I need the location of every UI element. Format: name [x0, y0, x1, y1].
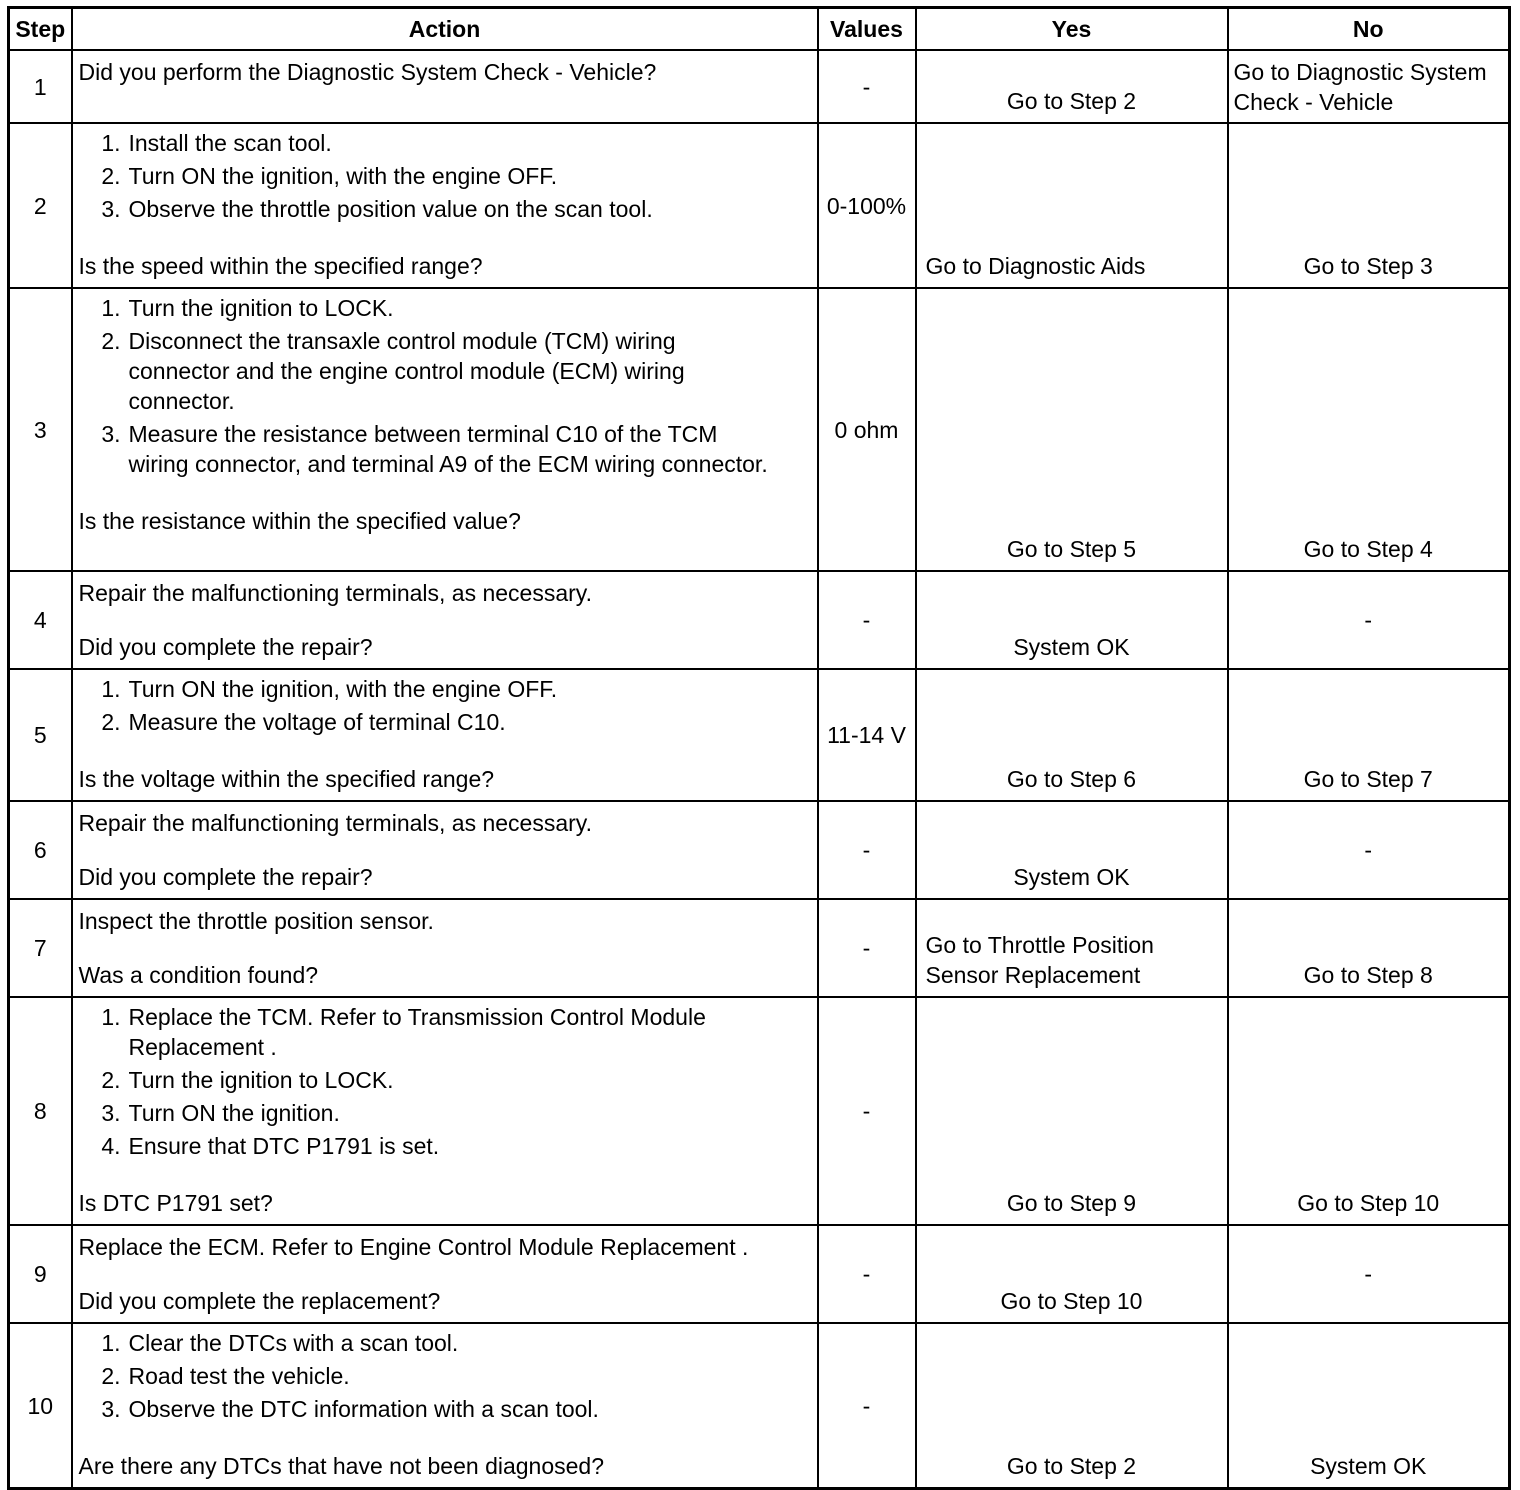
list-item: 3. Measure the resistance between terminal C10 of the TCM wiring connector, and terminal A9 of the ECM wiring connector.	[101, 421, 768, 477]
header-step: Step	[9, 8, 72, 51]
no-text: Go to Step 3	[1303, 253, 1433, 279]
yes-cell	[916, 1323, 1228, 1489]
table-row	[9, 50, 1510, 123]
yes-cell	[916, 1225, 1228, 1323]
values-cell: -	[818, 997, 916, 1225]
table-row	[9, 123, 1510, 288]
yes-text: Go to Step 2	[1006, 88, 1137, 114]
list-item: 1. Clear the DTCs with a scan tool.	[101, 1330, 459, 1356]
action-question: Is DTC P1791 set?	[78, 1190, 273, 1216]
step-number: 8	[9, 997, 72, 1225]
list-item: 2. Road test the vehicle.	[101, 1363, 350, 1389]
action-cell	[72, 288, 818, 571]
action-steps	[73, 293, 817, 479]
values-cell: -	[818, 1323, 916, 1489]
action-question: Did you complete the repair?	[78, 634, 373, 660]
action-cell	[72, 1225, 818, 1323]
yes-text: System OK	[1013, 634, 1130, 660]
action-text: Repair the malfunctioning terminals, as necessary.	[78, 580, 592, 606]
list-item: 4. Ensure that DTC P1791 is set.	[101, 1133, 440, 1159]
no-cell	[1228, 571, 1510, 669]
header-values: Values	[818, 8, 916, 51]
no-text: Go to Diagnostic System Check - Vehicle	[1233, 59, 1487, 115]
action-question: Is the voltage within the specified range?	[78, 766, 495, 792]
step-number: 5	[9, 669, 72, 801]
values-cell: 11-14 V	[818, 669, 916, 801]
step-number: 1	[9, 50, 72, 123]
no-text: Go to Step 10	[1297, 1190, 1440, 1216]
step-number: 4	[9, 571, 72, 669]
table-row	[9, 669, 1510, 801]
yes-text: Go to Step 5	[1006, 536, 1137, 562]
yes-cell	[916, 50, 1228, 123]
no-cell	[1228, 1225, 1510, 1323]
action-question: Is the speed within the specified range?	[78, 253, 483, 279]
yes-cell	[916, 899, 1228, 997]
action-question: Are there any DTCs that have not been diagnosed?	[78, 1453, 605, 1479]
yes-cell	[916, 288, 1228, 571]
list-item: 1. Turn ON the ignition, with the engine OFF.	[101, 676, 558, 702]
yes-cell	[916, 997, 1228, 1225]
action-question: Did you complete the repair?	[78, 864, 373, 890]
no-text: -	[1364, 1261, 1373, 1287]
step-number: 3	[9, 288, 72, 571]
no-text: -	[1364, 607, 1373, 633]
no-text: Go to Step 7	[1303, 766, 1433, 792]
yes-text: Go to Step 2	[1006, 1453, 1137, 1479]
values-cell: -	[818, 899, 916, 997]
action-cell	[72, 669, 818, 801]
action-text: Replace the ECM. Refer to Engine Control Module Replacement .	[78, 1234, 749, 1260]
action-cell	[72, 123, 818, 288]
list-item: 3. Observe the throttle position value on the scan tool.	[101, 196, 653, 222]
action-text: Inspect the throttle position sensor.	[78, 908, 434, 934]
no-cell	[1228, 50, 1510, 123]
no-cell	[1228, 288, 1510, 571]
no-text: -	[1364, 837, 1373, 863]
action-steps	[73, 128, 817, 224]
list-item: 3. Turn ON the ignition.	[101, 1100, 340, 1126]
action-cell	[72, 50, 818, 123]
no-cell	[1228, 669, 1510, 801]
yes-cell	[916, 801, 1228, 899]
action-cell	[72, 997, 818, 1225]
yes-text: Go to Step 9	[1006, 1190, 1137, 1216]
table-row	[9, 571, 1510, 669]
header-row	[9, 8, 1510, 51]
no-text: Go to Step 4	[1303, 536, 1433, 562]
list-item: 2. Measure the voltage of terminal C10.	[101, 709, 506, 735]
values-cell: -	[818, 1225, 916, 1323]
yes-cell	[916, 571, 1228, 669]
values-cell: -	[818, 50, 916, 123]
no-text: Go to Step 8	[1303, 962, 1433, 988]
header-yes: Yes	[916, 8, 1228, 51]
action-text: Repair the malfunctioning terminals, as necessary.	[78, 810, 592, 836]
action-steps	[73, 1002, 817, 1161]
step-number: 2	[9, 123, 72, 288]
list-item: 3. Observe the DTC information with a scan tool.	[101, 1396, 599, 1422]
action-steps	[73, 674, 817, 737]
yes-text: Go to Diagnostic Aids	[925, 253, 1146, 279]
table-row	[9, 997, 1510, 1225]
yes-text: Go to Throttle Position Sensor Replacement	[925, 932, 1154, 988]
values-cell: 0-100%	[818, 123, 916, 288]
no-cell	[1228, 899, 1510, 997]
no-cell	[1228, 123, 1510, 288]
list-item: 2. Turn ON the ignition, with the engine OFF.	[101, 163, 558, 189]
table-row	[9, 899, 1510, 997]
list-item: 1. Turn the ignition to LOCK.	[101, 295, 394, 321]
no-cell	[1228, 997, 1510, 1225]
action-cell	[72, 899, 818, 997]
action-question: Was a condition found?	[78, 962, 319, 988]
table-row	[9, 801, 1510, 899]
header-no: No	[1228, 8, 1510, 51]
action-text: Did you perform the Diagnostic System Check - Vehicle?	[78, 59, 657, 85]
action-cell	[72, 1323, 818, 1489]
no-cell	[1228, 801, 1510, 899]
list-item: 1. Install the scan tool.	[101, 130, 332, 156]
values-cell: 0 ohm	[818, 288, 916, 571]
step-number: 7	[9, 899, 72, 997]
no-text: System OK	[1310, 1453, 1427, 1479]
action-cell	[72, 571, 818, 669]
diagnostic-table	[7, 6, 1511, 1490]
list-item: 2. Disconnect the transaxle control module (TCM) wiring connector and the engine control module (ECM) wiring connector.	[101, 328, 685, 414]
yes-text: System OK	[1013, 864, 1130, 890]
action-steps	[73, 1328, 817, 1424]
action-question: Is the resistance within the specified value?	[78, 508, 521, 534]
list-item: 2. Turn the ignition to LOCK.	[101, 1067, 394, 1093]
values-cell: -	[818, 571, 916, 669]
header-action: Action	[72, 8, 818, 51]
step-number: 6	[9, 801, 72, 899]
step-number: 9	[9, 1225, 72, 1323]
step-number: 10	[9, 1323, 72, 1489]
yes-text: Go to Step 6	[1006, 766, 1137, 792]
yes-cell	[916, 123, 1228, 288]
table-row	[9, 288, 1510, 571]
action-cell	[72, 801, 818, 899]
yes-text: Go to Step 10	[1000, 1288, 1143, 1314]
values-cell: -	[818, 801, 916, 899]
no-cell	[1228, 1323, 1510, 1489]
yes-cell	[916, 669, 1228, 801]
list-item: 1. Replace the TCM. Refer to Transmission Control Module Replacement .	[101, 1004, 706, 1060]
table-row	[9, 1225, 1510, 1323]
table-row	[9, 1323, 1510, 1489]
action-question: Did you complete the replacement?	[78, 1288, 441, 1314]
